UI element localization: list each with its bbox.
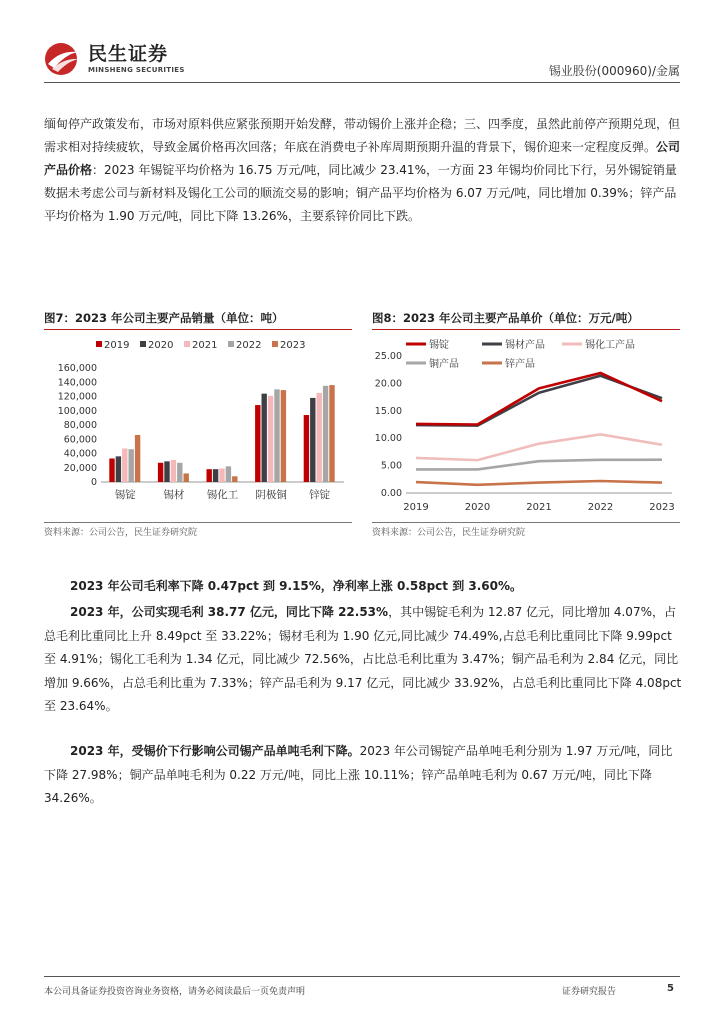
x-tick-label: 阴极铜 [255, 489, 287, 501]
y-tick-label: 15.00 [374, 405, 402, 417]
series-line-锡锭 [416, 373, 662, 425]
bar-锡锭-2020 [116, 456, 121, 482]
y-tick-label: 0.00 [380, 488, 402, 499]
x-tick-label: 2023 [649, 502, 675, 513]
x-tick-label: 2020 [464, 502, 491, 513]
y-tick-label: 20.00 [374, 378, 402, 390]
gross-profit-text: ，其中锡锭毛利为 12.87 亿元，同比增加 4.07%，占总毛利比重同比上升 8.49pct 至 33.22%；锡材毛利为 1.90 亿元,同比减少 74.49%,占总毛利比重同比下降 9.99pct 至 4.91%；锡化工毛利为 1.34 亿元，同比减少 72.56%，占比总毛利比重为 3.47%；铜产品毛利为 2.84 亿元，同比增加 9.66%，占总毛利比重为 7.33%；锌产品毛利为 9.17 亿元，同比减少 33.92%，占总毛利比重同比下降 4.08pct 至 23.64%。 [44, 605, 682, 713]
footer-divider [44, 976, 680, 977]
bar-锌锭-2021 [317, 393, 322, 482]
x-tick-label: 2021 [526, 502, 552, 513]
x-tick-label: 2022 [587, 502, 614, 513]
bar-锌锭-2022 [323, 386, 328, 482]
legend-label-2023: 2023 [280, 340, 306, 351]
gross-profit-bold: 2023 年，公司实现毛利 38.77 亿元，同比下降 22.53% [70, 605, 389, 619]
bar-锌锭-2020 [310, 398, 315, 482]
bar-阴极铜-2020 [262, 394, 267, 482]
footer-disclaimer: 本公司具备证券投资咨询业务资格，请务必阅读最后一页免责声明 [44, 987, 306, 997]
bar-锡材-2019 [158, 463, 163, 482]
intro-text: 缅甸停产政策发布，市场对原料供应紧张预期开始发酵，带动锡价上涨并企稳；三、四季度，虽然此前停产预期兑现，但需求相对持续疲软，导致金属价格再次回落；年底在消费电子补库周期预期升温的背景下，锡价迎来一定程度反弹。 [44, 117, 681, 154]
bar-锡材-2021 [171, 460, 176, 482]
series-line-锡化工产品 [416, 434, 662, 460]
legend-label-锡材产品: 锡材产品 [505, 340, 545, 351]
series-line-锌产品 [416, 481, 662, 485]
y-tick-label: 20,000 [63, 462, 97, 474]
y-tick-label: 100,000 [57, 405, 97, 417]
chart8-title: 图8：2023 年公司主要产品单价（单位：万元/吨） [372, 310, 680, 330]
unit-profit-text: 2023 年公司锡锭产品单吨毛利分别为 1.97 万元/吨，同比下降 27.98%；铜产品单吨毛利为 0.22 万元/吨，同比上涨 10.11%；锌产品单吨毛利为 0.67 万元/吨，同比下降 34.26%。 [44, 744, 673, 805]
legend-label-锡化工产品: 锡化工产品 [585, 340, 635, 351]
footer-report-type: 证券研究报告 [562, 987, 617, 997]
x-tick-label: 锡锭 [114, 489, 136, 501]
bar-锡锭-2021 [122, 449, 127, 482]
series-line-铜产品 [416, 460, 662, 470]
x-tick-label: 锌锭 [309, 489, 331, 501]
intro-bold: 公司产品价格 [44, 140, 681, 177]
unit-profit-bold: 2023 年，受锡价下行影响公司锡产品单吨毛利下降。 [70, 744, 360, 758]
unit-profit-paragraph [44, 740, 684, 811]
y-tick-label: 25.00 [374, 351, 402, 362]
gross-profit-paragraph [44, 601, 684, 719]
y-tick-label: 0 [90, 477, 97, 488]
legend-label-锌产品: 锌产品 [505, 359, 535, 370]
y-tick-label: 120,000 [57, 391, 97, 403]
bar-锡材-2022 [177, 463, 182, 482]
legend-swatch-2022 [228, 341, 234, 347]
legend-label-2022: 2022 [236, 340, 262, 351]
bar-锡材-2023 [184, 473, 189, 482]
x-tick-label: 锡材 [163, 489, 185, 501]
y-tick-label: 60,000 [63, 434, 97, 446]
bar-锡化工-2023 [232, 476, 237, 482]
bar-阴极铜-2023 [281, 390, 286, 482]
legend-label-锡锭: 锡锭 [429, 340, 449, 351]
chart7-source: 资料来源：公司公告，民生证券研究院 [44, 522, 352, 538]
legend-label-铜产品: 铜产品 [429, 359, 459, 370]
bar-锡锭-2019 [109, 458, 114, 482]
legend-label-2020: 2020 [148, 340, 174, 351]
section-subhead: 2023 年公司毛利率下降 0.47pct 到 9.15%，净利率上涨 0.58pct 到 3.60%。 [70, 579, 522, 593]
bar-锡锭-2022 [129, 449, 134, 482]
header-divider [44, 82, 680, 83]
bar-锌锭-2019 [304, 415, 309, 482]
y-tick-label: 160,000 [57, 363, 97, 374]
legend-swatch-2021 [184, 341, 190, 347]
bar-锡化工-2021 [219, 468, 224, 482]
bar-阴极铜-2021 [268, 396, 273, 482]
doc-title: 锡业股份(000960)/金属 [548, 64, 680, 78]
brand-logo [44, 42, 185, 76]
chart8-source: 资料来源：公司公告，民生证券研究院 [372, 522, 680, 538]
y-tick-label: 140,000 [57, 377, 97, 389]
bar-锌锭-2023 [329, 385, 334, 482]
chart7-title: 图7：2023 年公司主要产品销量（单位：吨） [44, 310, 352, 330]
intro-text-2: ：2023 年锡锭平均价格为 16.75 万元/吨，同比减少 23.41%，一方面 23 年锡均价同比下行，另外锡锭销量数据未考虑公司与新材料及锡化工公司的顺流交易的影响；铜产品平均价格为 6.07 万元/吨，同比增加 0.39%；锌产品平均价格为 1.90 万元/吨，同比下降 13.26%，主要系锌价同比下跌。 [44, 163, 677, 223]
legend-label-2019: 2019 [104, 340, 130, 351]
y-tick-label: 10.00 [374, 433, 402, 445]
bar-锡化工-2022 [226, 466, 231, 482]
logo-cn: 民生证券 [88, 42, 169, 65]
legend-label-2021: 2021 [192, 340, 218, 351]
chart8-line-chart [372, 330, 682, 520]
logo-en: MINSHENG SECURITIES [88, 65, 185, 74]
bar-阴极铜-2019 [255, 405, 260, 482]
x-tick-label: 锡化工 [206, 489, 239, 501]
page-number: 5 [667, 983, 674, 994]
bar-阴极铜-2022 [274, 389, 279, 482]
x-tick-label: 2019 [403, 502, 429, 513]
bar-锡材-2020 [164, 461, 169, 482]
minsheng-logo-icon [44, 42, 82, 76]
legend-swatch-2023 [272, 341, 278, 347]
y-tick-label: 80,000 [63, 420, 97, 431]
bar-锡化工-2020 [213, 469, 218, 482]
bar-锡化工-2019 [207, 469, 212, 482]
y-tick-label: 5.00 [380, 460, 402, 472]
y-tick-label: 40,000 [63, 448, 97, 460]
chart7-bar-chart [44, 330, 354, 520]
intro-paragraph [44, 113, 684, 228]
bar-锡锭-2023 [135, 435, 140, 482]
legend-swatch-2020 [140, 341, 146, 347]
legend-swatch-2019 [96, 341, 102, 347]
